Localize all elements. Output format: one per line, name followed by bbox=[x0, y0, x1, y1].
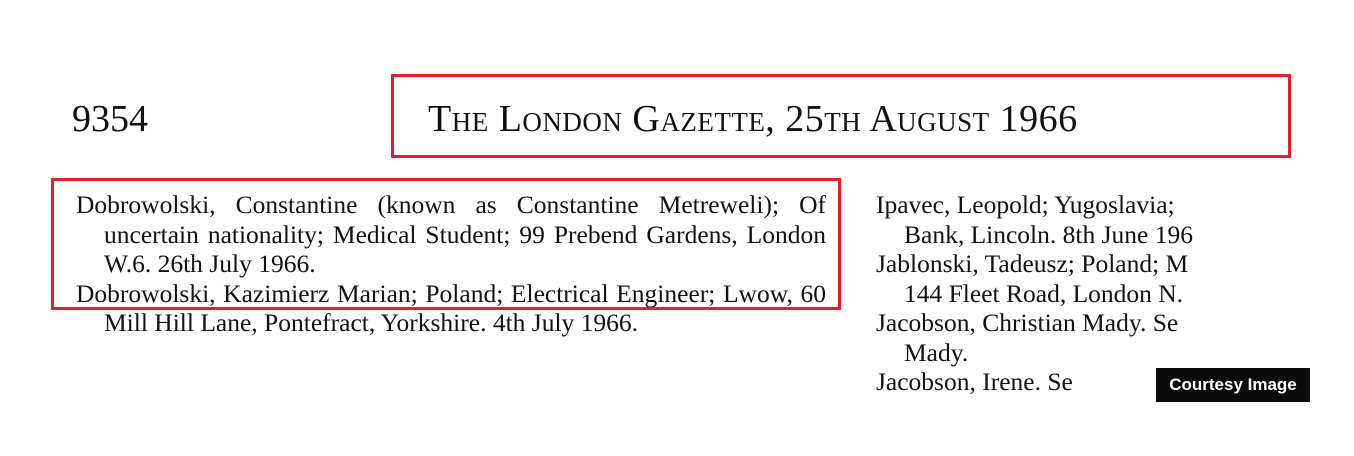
gazette-entry-jablonski-cont: 144 Fleet Road, London N. bbox=[904, 278, 1184, 308]
gazette-entry-jacobson-christian-cont: Mady. bbox=[904, 337, 969, 367]
gazette-entry-jacobson-irene: Jacobson, Irene. Se bbox=[876, 367, 1073, 396]
gazette-entry-jacobson-christian: Jacobson, Christian Mady. Se bbox=[876, 308, 1179, 337]
gazette-entry-ipavec-cont: Bank, Lincoln. 8th June 196 bbox=[904, 219, 1193, 249]
gazette-entry-kazimierz: Dobrowolski, Kazimierz Marian; Poland; Electrical Engineer; Lwow, 60 Mill Hill Lane, Pontefract, Yorkshire. 4th July 1966. bbox=[76, 278, 826, 337]
crop-edge bbox=[1310, 170, 1354, 430]
gazette-entry-jablonski: Jablonski, Tadeusz; Poland; M bbox=[876, 249, 1189, 278]
masthead-title: The London Gazette, 25th August 1966 bbox=[428, 98, 1078, 140]
entry-highlight-box bbox=[51, 178, 841, 310]
crop-bottom bbox=[70, 396, 1310, 426]
gazette-entry-ipavec: Ipavec, Leopold; Yugoslavia; bbox=[876, 190, 1175, 219]
gazette-entry-constantine: Dobrowolski, Constantine (known as Constantine Metreweli); Of uncertain nationality; Medical Student; 99 Prebend Gardens, London W.6. 26th July 1966. bbox=[76, 190, 826, 278]
right-column bbox=[876, 190, 1354, 397]
courtesy-badge: Courtesy Image bbox=[1156, 368, 1310, 402]
page-number: 9354 bbox=[72, 98, 148, 140]
